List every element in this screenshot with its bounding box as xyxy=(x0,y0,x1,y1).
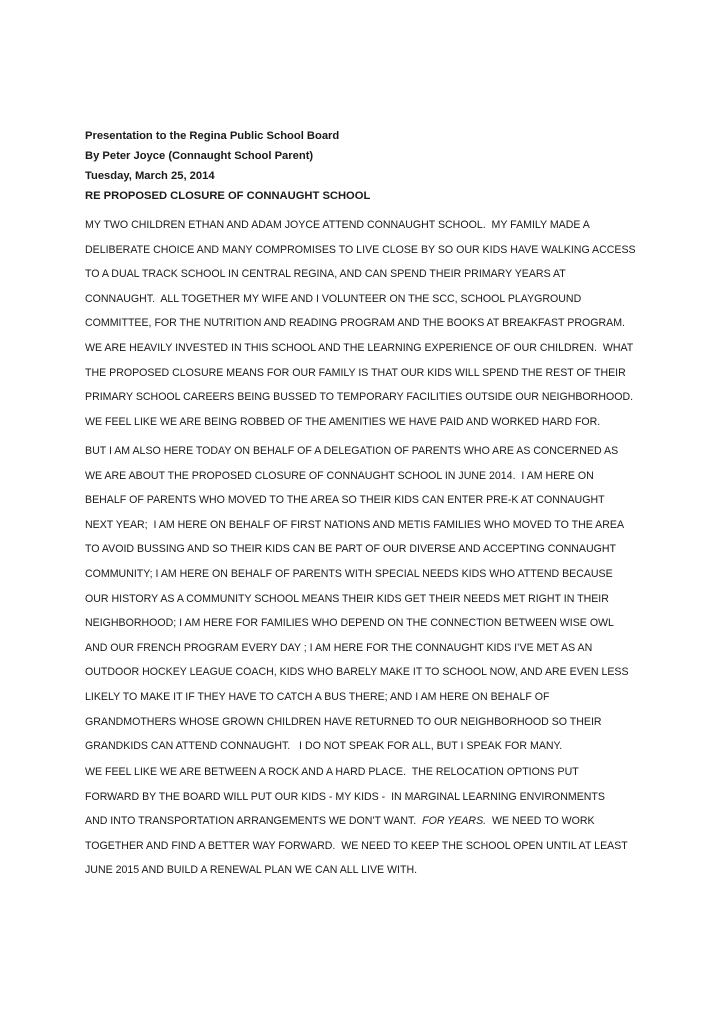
paragraph-line: COMMITTEE, FOR THE NUTRITION AND READING PROGRAM AND THE BOOKS AT BREAKFAST PROGRAM. xyxy=(85,317,625,330)
paragraph-delegation xyxy=(85,439,645,759)
paragraph-line: DELIBERATE CHOICE AND MANY COMPROMISES TO LIVE CLOSE BY SO OUR KIDS HAVE WALKING ACCESS xyxy=(85,243,636,256)
paragraph-line: GRANDMOTHERS WHOSE GROWN CHILDREN HAVE RETURNED TO OUR NEIGHBORHOOD SO THEIR xyxy=(85,715,602,728)
header-author: By Peter Joyce (Connaught School Parent) xyxy=(85,150,314,162)
paragraph-line xyxy=(85,809,645,834)
paragraph-line: TO AVOID BUSSING AND SO THEIR KIDS CAN BE PART OF OUR DIVERSE AND ACCEPTING CONNAUGHT xyxy=(85,543,616,556)
paragraph-line: THE PROPOSED CLOSURE MEANS FOR OUR FAMILY IS THAT OUR KIDS WILL SPEND THE REST OF THEIR xyxy=(85,366,626,379)
paragraph-line: BUT I AM ALSO HERE TODAY ON BEHALF OF A DELEGATION OF PARENTS WHO ARE AS CONCERNED AS xyxy=(85,445,619,457)
paragraph-line: BEHALF OF PARENTS WHO MOVED TO THE AREA SO THEIR KIDS CAN ENTER PRE-K AT CONNAUGHT xyxy=(85,494,605,507)
paragraph-line: GRANDKIDS CAN ATTEND CONNAUGHT. I DO NOT SPEAK FOR ALL, BUT I SPEAK FOR MANY. xyxy=(85,740,563,753)
paragraph-line: COMMUNITY; I AM HERE ON BEHALF OF PARENTS WITH SPECIAL NEEDS KIDS WHO ATTEND BECAUSE xyxy=(85,567,613,580)
paragraph-line: JUNE 2015 AND BUILD A RENEWAL PLAN WE CAN ALL LIVE WITH. xyxy=(85,864,418,877)
header-title: Presentation to the Regina Public School Board xyxy=(85,130,340,142)
paragraph-line: WE ARE HEAVILY INVESTED IN THIS SCHOOL AND THE LEARNING EXPERIENCE OF OUR CHILDREN. WHAT xyxy=(85,341,634,354)
emphasis-for-years: FOR YEARS. xyxy=(422,815,487,828)
paragraph-line: NEXT YEAR; I AM HERE ON BEHALF OF FIRST NATIONS AND METIS FAMILIES WHO MOVED TO THE AREA xyxy=(85,518,625,531)
paragraph-line: FORWARD BY THE BOARD WILL PUT OUR KIDS - MY KIDS - IN MARGINAL LEARNING ENVIRONMENTS xyxy=(85,790,605,803)
paragraph-line: NEIGHBORHOOD; I AM HERE FOR FAMILIES WHO DEPEND ON THE CONNECTION BETWEEN WISE OWL xyxy=(85,617,614,630)
presentation-header xyxy=(85,126,645,206)
paragraph-line: WE FEEL LIKE WE ARE BEING ROBBED OF THE AMENITIES WE HAVE PAID AND WORKED HARD FOR. xyxy=(85,415,601,428)
paragraph-line: OUR HISTORY AS A COMMUNITY SCHOOL MEANS THEIR KIDS GET THEIR NEEDS MET RIGHT IN THEIR xyxy=(85,592,609,605)
paragraph-line: AND OUR FRENCH PROGRAM EVERY DAY ; I AM HERE FOR THE CONNAUGHT KIDS I’VE MET AS AN xyxy=(85,641,593,654)
paragraph-line: TO A DUAL TRACK SCHOOL IN CENTRAL REGINA, AND CAN SPEND THEIR PRIMARY YEARS AT xyxy=(85,268,566,281)
paragraph-line: CONNAUGHT. ALL TOGETHER MY WIFE AND I VOLUNTEER ON THE SCC, SCHOOL PLAYGROUND xyxy=(85,292,582,305)
paragraph-line: WE FEEL LIKE WE ARE BETWEEN A ROCK AND A HARD PLACE. THE RELOCATION OPTIONS PUT xyxy=(85,766,579,778)
paragraph-family xyxy=(85,213,645,434)
line-text-before: AND INTO TRANSPORTATION ARRANGEMENTS WE DON'T WANT. xyxy=(85,815,423,828)
paragraph-line: TOGETHER AND FIND A BETTER WAY FORWARD. WE NEED TO KEEP THE SCHOOL OPEN UNTIL AT LEAST xyxy=(85,839,628,852)
paragraph-line: WE ARE ABOUT THE PROPOSED CLOSURE OF CONNAUGHT SCHOOL IN JUNE 2014. I AM HERE ON xyxy=(85,469,594,482)
paragraph-line: LIKELY TO MAKE IT IF THEY HAVE TO CATCH A BUS THERE; AND I AM HERE ON BEHALF OF xyxy=(85,690,550,703)
paragraph-line: MY TWO CHILDREN ETHAN AND ADAM JOYCE ATTEND CONNAUGHT SCHOOL. MY FAMILY MADE A xyxy=(85,219,590,231)
paragraph-conclusion xyxy=(85,760,645,883)
paragraph-line: OUTDOOR HOCKEY LEAGUE COACH, KIDS WHO BARELY MAKE IT TO SCHOOL NOW, AND ARE EVEN LESS xyxy=(85,666,629,679)
line-text-after: WE NEED TO WORK xyxy=(486,815,595,828)
header-subject: RE PROPOSED CLOSURE OF CONNAUGHT SCHOOL xyxy=(85,190,371,202)
paragraph-line: PRIMARY SCHOOL CAREERS BEING BUSSED TO TEMPORARY FACILITIES OUTSIDE OUR NEIGHBORHOOD. xyxy=(85,391,634,404)
header-date: Tuesday, March 25, 2014 xyxy=(85,170,215,182)
